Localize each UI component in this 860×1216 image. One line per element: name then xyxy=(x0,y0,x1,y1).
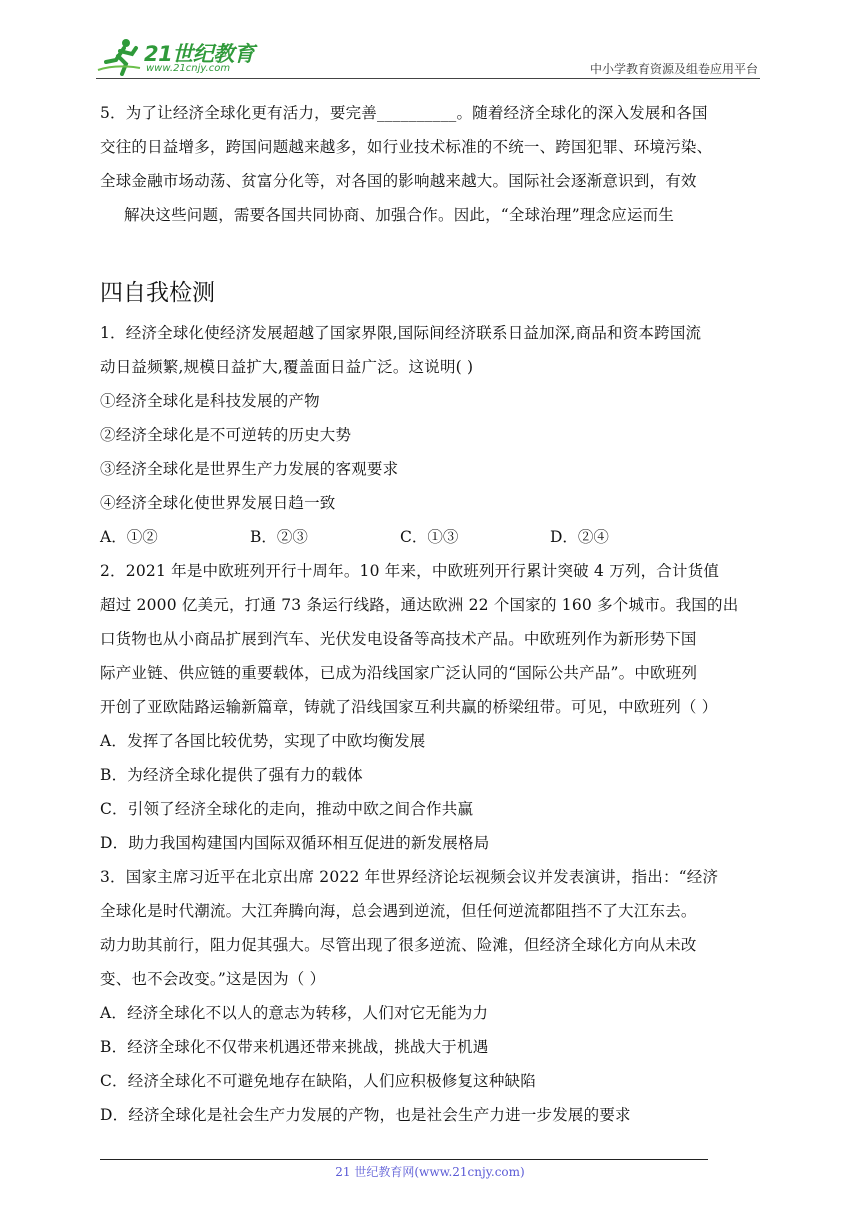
intro-line-1: 5．为了让经济全球化更有活力，要完善__________。随着经济全球化的深入发展和各国 xyxy=(100,104,708,122)
q2-option-d: D．助力我国构建国内国际双循环相互促进的新发展格局 xyxy=(100,834,490,852)
q2-option-b: B．为经济全球化提供了强有力的载体 xyxy=(100,766,363,784)
q2-option-c: C．引领了经济全球化的走向，推动中欧之间合作共赢 xyxy=(100,800,474,818)
section-title: 四自我检测 xyxy=(100,280,215,306)
q2-option-a: A．发挥了各国比较优势，实现了中欧均衡发展 xyxy=(100,732,426,750)
site-logo xyxy=(96,36,256,80)
header-tagline: 中小学教育资源及组卷应用平台 xyxy=(589,62,758,76)
q2-stem-line-3: 口货物也从小商品扩展到汽车、光伏发电设备等高技术产品。中欧班列作为新形势下国 xyxy=(100,630,697,648)
q1-option-a: A．①② xyxy=(100,528,158,546)
q1-stem-line-1: 1．经济全球化使经济发展超越了国家界限,国际间经济联系日益加深,商品和资本跨国流 xyxy=(100,324,702,342)
q3-stem-line-4: 变、也不会改变。”这是因为（ ） xyxy=(100,970,326,988)
intro-line-2: 交往的日益增多，跨国问题越来越多，如行业技术标准的不统一、跨国犯罪、环境污染、 xyxy=(100,138,713,156)
intro-line-4: 解决这些问题，需要各国共同协商、加强合作。因此，“全球治理”理念应运而生 xyxy=(124,206,675,224)
intro-paragraph xyxy=(100,96,760,232)
question-3 xyxy=(100,860,760,1132)
q3-option-b: B．经济全球化不仅带来机遇还带来挑战，挑战大于机遇 xyxy=(100,1038,489,1056)
document-body xyxy=(100,96,760,1132)
q2-stem-line-4: 际产业链、供应链的重要载体，已成为沿线国家广泛认同的“国际公共产品”。中欧班列 xyxy=(100,664,698,682)
footer-text[interactable]: 21 世纪教育网(www.21cnjy.com) xyxy=(335,1165,525,1179)
q1-option-b: B．②③ xyxy=(250,528,308,546)
q3-option-c: C．经济全球化不可避免地存在缺陷，人们应积极修复这种缺陷 xyxy=(100,1072,536,1090)
q1-options xyxy=(100,520,760,554)
question-1 xyxy=(100,316,760,554)
page-header xyxy=(96,36,760,80)
q3-stem-line-2: 全球化是时代潮流。大江奔腾向海，总会遇到逆流，但任何逆流都阻挡不了大江东去。 xyxy=(100,902,697,920)
q1-option-c: C．①③ xyxy=(400,528,459,546)
q3-option-d: D．经济全球化是社会生产力发展的产物，也是社会生产力进一步发展的要求 xyxy=(100,1106,631,1124)
q2-stem-line-2: 超过 2000 亿美元，打通 73 条运行线路，通达欧洲 22 个国家的 160 多个城市。我国的出 xyxy=(100,596,739,614)
q1-statement-2: ②经济全球化是不可逆转的历史大势 xyxy=(100,426,352,444)
q1-statement-1: ①经济全球化是科技发展的产物 xyxy=(100,392,320,410)
q3-stem-line-3: 动力助其前行，阻力促其强大。尽管出现了很多逆流、险滩，但经济全球化方向从未改 xyxy=(100,936,697,954)
q1-stem-line-2: 动日益频繁,规模日益扩大,覆盖面日益广泛。这说明( ) xyxy=(100,358,474,376)
logo-url: www.21cnjy.com xyxy=(146,63,231,74)
q2-stem-line-1: 2．2021 年是中欧班列开行十周年。10 年来，中欧班列开行累计突破 4 万列，合计货值 xyxy=(100,562,720,580)
q3-option-a: A．经济全球化不以人的意志为转移，人们对它无能为力 xyxy=(100,1004,489,1022)
q3-stem-line-1: 3．国家主席习近平在北京出席 2022 年世界经济论坛视频会议并发表演讲，指出：“经济 xyxy=(100,868,719,886)
runner-logo-icon xyxy=(96,36,144,76)
q1-statement-4: ④经济全球化使世界发展日趋一致 xyxy=(100,494,336,512)
footer-divider xyxy=(100,1159,708,1160)
q2-stem-line-5: 开创了亚欧陆路运输新篇章，铸就了沿线国家互利共赢的桥梁纽带。可见，中欧班列（ ） xyxy=(100,698,718,716)
header-divider xyxy=(96,78,760,79)
q1-statement-3: ③经济全球化是世界生产力发展的客观要求 xyxy=(100,460,399,478)
q1-option-d: D．②④ xyxy=(550,528,609,546)
question-2 xyxy=(100,554,760,860)
intro-line-3: 全球金融市场动荡、贫富分化等，对各国的影响越来越大。国际社会逐渐意识到，有效 xyxy=(100,172,697,190)
logo-text: 21世纪教育 xyxy=(144,42,255,66)
